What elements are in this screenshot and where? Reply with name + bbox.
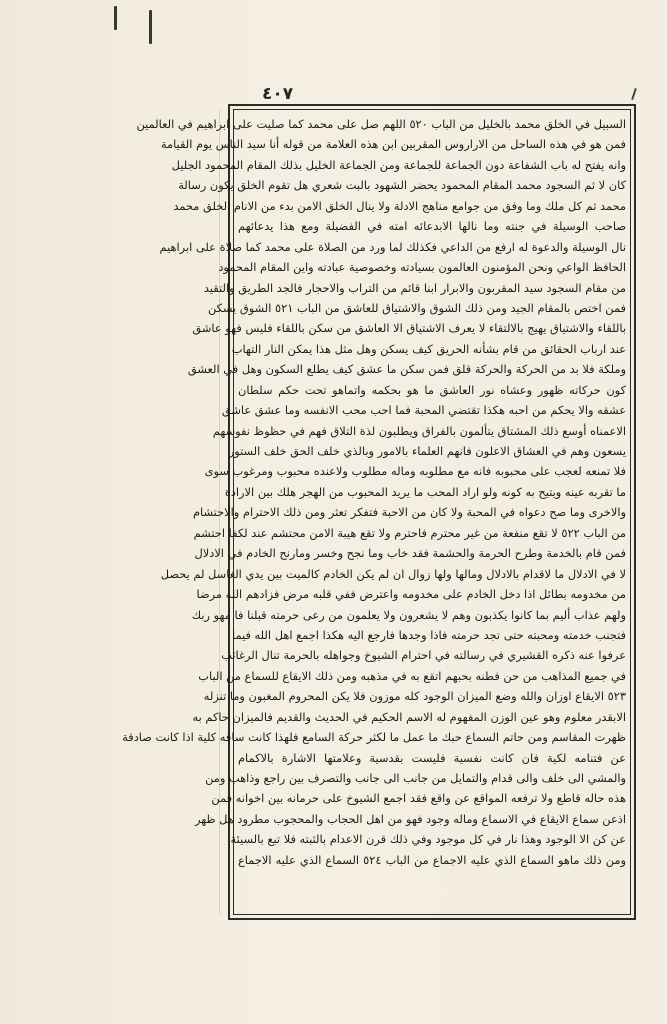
- text-line: فتجنب خدمته ومحبته حتى تجد حرمته فاذا وجدها فارجع اليه هكذا اجمع اهل الله فيما: [232, 627, 626, 642]
- text-line: كون حركاته ظهور وعشاه نور العاشق ما هو بحكمه واتماهو تحت حكم سلطان: [238, 382, 626, 397]
- text-line: من الباب ٥٢٢ لا تقع منفعة من غير محترم فاحترم ولا تقع هيبة الامن محتشم عند لكفا احتشم: [193, 525, 626, 540]
- text-line: فمن هو في هذه الساحل من الاراروس المقربين ابن هذه العلامة من قوله أنا سيد الناس يوم القيامة: [160, 137, 626, 152]
- text-line: صاحب الوسيلة في جنته وما نالها الابدعائه امته في الفضيلة ومع هذا يدعائهم: [238, 219, 626, 234]
- text-line: اذعن سماع الايقاع في الاسماع وماله وجود فهو من اهل الحجاب والمحجوب مطرود هل ظهر: [194, 811, 626, 826]
- text-line: الحافظ الواعي ونحن المؤمنون العالمون بسيادته وخصوصية عبادته واين المقام المحمود: [218, 260, 626, 275]
- text-line: كان لا ثم السجود محمد المقام المحمود يحضر الشهود بالبت شعري هل تقوم الخلق يكون رسالة: [178, 178, 626, 193]
- binding-mark: [149, 10, 152, 44]
- text-line: وانه يفتح له باب الشفاعة دون الجماعة للجماعة ومن الجماعة الخليل بذلك المقام المحمود الجليل: [171, 157, 626, 172]
- text-line: فمن قام بالخدمة وطرح الحرمة والحشمة فقد خاب وما نجح وخسر ومارنح الخادم في الادلال: [194, 546, 626, 561]
- text-line: من مخدومه بطائل اذا دخل الخادم على مخدومه واعترض ففي قلبه مرض فزادهم الله مرضا: [196, 587, 626, 602]
- text-line: ما تقربه عينه ويتيح به كونه ولو اراد المحب ما يريد المحبوب من الهجر هلك بين الارادة: [224, 484, 626, 499]
- text-line: محمد ثم كل ملك وما وفق من جوامع مناهج الادلة ولا ينال الخلق الامن بدء من الانام الخلق محمد: [173, 198, 626, 213]
- text-line: ٥٢٣ الايقاع اوزان والله وضع الميزان الوجود كله موزون فلا يكن المحروم المغبون وما تنزله: [203, 689, 626, 704]
- text-line: نال الوسيلة والدعوة له ارفع من الداعي فكذلك لما ورد من الصلاة على محمد كما صلاة على ابراهيم: [159, 239, 626, 254]
- text-line: من مقام السجود سيد المقربون والابرار ابنا قائم من التراب والاحجار فالجد الطريق والتقيد: [203, 280, 626, 295]
- text-line: عن كن الا الوجود وهذا نار في كل موجود وفي ذلك قرن الاعدام بالثبته فلا تبع بالسيئة: [230, 832, 626, 847]
- text-line: باللقاء والاشتياق يهيج بالالتقاء لا يعرف الاشتياق الا العاشق من سكن باللقاء فليس فهو عاشق: [192, 321, 626, 336]
- text-line: والاخرى وما صح دعواه في المحبة ولا كان من الاحبة فتفكر تعثر ومن ذلك الاحترام والاحتشام: [192, 505, 626, 520]
- text-line: عن فتنامه لكية فان كانت نفسية فليست بقدسية وعلامتها الاشارة بالاكمام: [238, 750, 626, 765]
- text-line: ظهرت المقاسم ومن حاتم السماع حبك ما عمل ما لكثر حركة السامع فلهذا كانت ساقه كلية اذا كانت صادقة: [122, 730, 626, 745]
- text-line: السبيل في الخلق محمد بالخليل من الباب ٥٢٠ اللهم صل على محمد كما صليت على ابراهيم في العالمين: [136, 117, 626, 131]
- text-line: فلا تمنعه لعجب على محبوبه فانه مع مطلوبه وماله مطلوب ولاعنده محبوب ومرغوب سوى: [204, 464, 626, 479]
- text-block: [122, 114, 627, 910]
- text-line: عشقه والا يحكم من احبه هكذا تقتضي المحبة فما احب محب الانفسه وما عشق عاشق: [221, 403, 626, 418]
- pen-mark: [631, 88, 637, 100]
- text-line: الابقدر معلوم وهو عين الوزن المفهوم له الاسم الحكيم في الحديث والقديم فالميزان حاكم به: [192, 709, 626, 724]
- page-number: ٤٠٧: [262, 84, 294, 104]
- text-line: ومن ذلك ماهو السماع الذي عليه الاجماع من الباب ٥٢٤ السماع الذي عليه الاجماع: [238, 852, 627, 867]
- text-line: عند ارباب الحقائق من قام بشأنه الحريق كيف يسكن وهل مثل هذا يمكن النار التهاب: [231, 341, 626, 356]
- text-line: يسعون وهم في العشاق الاعلون فانهم العلماء بالامور وبالذي خلف الحق خلف الستور: [228, 444, 626, 458]
- text-line: وملكة فلا بد من الحركة والحركة قلق فمن سكن ما عشق كيف يطلع السكون وهل في العشق: [187, 362, 626, 377]
- text-line: في جميع المذاهب من حن فطنه بحبهم اتقع به في مذهبه ومن ذلك الايقاع للسماع من الباب: [198, 668, 626, 683]
- text-line: والمشي الى خلف والى قدام والتمايل من جانب الى جانب والتصرف بين راجع وذاهب ومن: [205, 771, 626, 785]
- text-line: فمن اختص بالمقام الجيد ومن ذلك الشوق والاشتياق للعاشق من الباب ٥٢١ الشوق يسكن: [207, 300, 626, 315]
- text-line: لا في الادلال ما لاقدام بالادلال ومالها ولها زوال ان لم يكن الخادم كالميت بين يدي الغاسل لم يحصل: [160, 566, 626, 581]
- text-line: هذه حاله قاطع ولا ترفعه المواقع عن واقع فقد اجمع الشيوخ على حرمانه بين اخوانه فمن: [211, 791, 626, 806]
- text-line: ولهم عذاب أليم بما كانوا يكذبون وهم لا يشعرون ولا يعلمون من رعى حرمته قبلنا فا مهو ربك: [191, 607, 626, 622]
- text-line: عرفوا عنه ذكره القشيري في رسالته في احترام الشيوخ وجواهله بالحرمة تنال الرغائب: [221, 648, 626, 663]
- text-line: الاعمناه أوسع ذلك المشتاق يتألمون بالفراق ويطلبون لذة التلاق فهم في حظوظ نفوسهم: [212, 423, 626, 438]
- binding-mark: [114, 6, 117, 30]
